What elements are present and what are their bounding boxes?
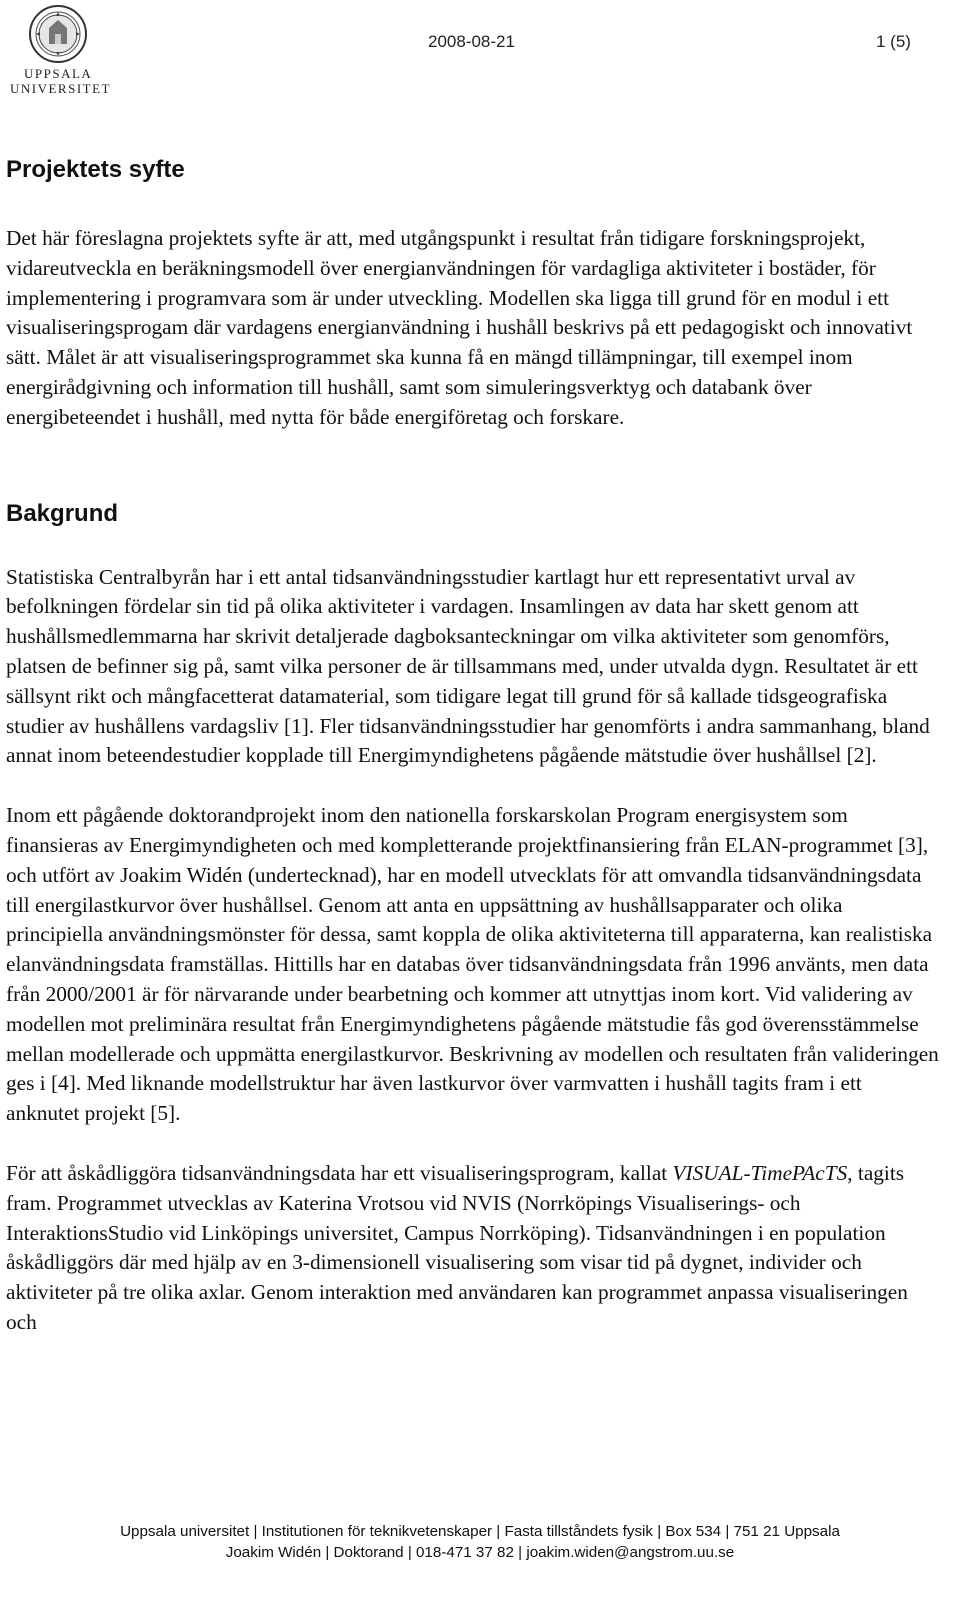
paragraph-3-end: , tagits fram. Programmet utvecklas av Katerina Vrotsou vid NVIS (Norrköpings Visualiserings- och InteraktionsStudio vid Linköpings universitet, Campus Norrköping). Tidsanvändningen i en population åskådliggörs där med hjälp av en 3-dimensionell visualisering som visar tid på dygnet, individer och aktiviteter på tre olika axlar. Genom interaktion med användaren kan programmet anpassa visualiseringen och: [6, 1160, 908, 1334]
page-footer: [0, 1521, 960, 1563]
program-name: VISUAL-TimePAcTS: [672, 1160, 848, 1185]
logo-line-1: UPPSALA: [24, 66, 93, 81]
section-heading-bakgrund: Bakgrund: [6, 499, 119, 527]
paragraph-syfte: Det här föreslagna projektets syfte är att, med utgångspunkt i resultat från tidigare forskningsprojekt, vidareutveckla en beräkningsmodell över energianvändningen för vardagliga aktiviteter i bostäder, för implementering i programvara som är under utveckling. Modellen ska ligga till grund för en modul i ett visualiseringsprogam där vardagens energianvändning i hushåll beskrivs på ett pedagogiskt och innovativt sätt. Målet är att visualiseringsprogrammet ska kunna få en mängd tillämpningar, till exempel inom energirådgivning och information till hushåll, samt som simuleringsverktyg och databank över energibeteendet i hushåll, med nytta för både energiföretag och forskare.: [6, 226, 913, 429]
paragraph-bakgrund-2: Inom ett pågående doktorandprojekt inom den nationella forskarskolan Program energisystem som finansieras av Energimyndigheten och med kompletterande projektfinansiering från ELAN-programmet [3], och utfört av Joakim Widén (undertecknad), har en modell utvecklats för att omvandla tidsanvändningsdata till energilastkurvor över hushållsel. Genom att anta en uppsättning av hushållsapparater och olika principiella användningsmönster för dessa, samt koppla de olika aktiviteterna till apparaterna, kan realistiska elanvändningsdata framställas. Hittills har en databas över tidsanvändningsdata från 1996 använts, men data från 2000/2001 är för närvarande under bearbetning och kommer att utnyttjas inom kort. Vid validering av modellen mot preliminära resultat från Energimyndighetens pågående mätstudie fås god överensstämmelse mellan modellerade och uppmätta energilastkurvor. Beskrivning av modellen och resultaten från valideringen ges i [4]. Med liknande modellstruktur har även lastkurvor över varmvatten i hushåll tagits fram i ett anknutet projekt [5].: [6, 803, 939, 1126]
paragraph-3-start: För att åskådliggöra tidsanvändningsdata har ett visualiseringsprogram, kallat: [6, 1160, 673, 1185]
header-page-number: 1 (5): [876, 32, 911, 51]
document-body: [6, 156, 940, 1338]
university-logo: [8, 4, 111, 96]
header-date: 2008-08-21: [428, 32, 515, 51]
footer-line-1: Uppsala universitet | Institutionen för teknikvetenskaper | Fasta tillståndets fysik | Box 534 | 751 21 Uppsala: [120, 1523, 840, 1540]
section-heading-syfte: Projektets syfte: [6, 156, 185, 183]
paragraph-bakgrund-3: [6, 1159, 940, 1338]
logo-line-2: UNIVERSITET: [10, 81, 111, 96]
university-seal-icon: [28, 4, 88, 64]
paragraph-bakgrund-1: Statistiska Centralbyrån har i ett antal tidsanvändningsstudier kartlagt hur ett representativt urval av befolkningen fördelar sin tid på olika aktiviteter i vardagen. Insamlingen av data har skett genom att hushållsmedlemmarna har skrivit detaljerade dagboksanteckningar om vilka aktiviteter som genomförs, platsen de befinner sig på, samt vilka personer de är tillsammans med, under utvalda dygn. Resultatet är ett sällsynt rikt och mångfacetterat datamaterial, som tidigare legat till grund för så kallade tidsgeografiska studier av hushållens vardagsliv [1]. Fler tidsanvändningsstudier har genomförts i andra sammanhang, bland annat inom beteendestudier kopplade till Energimyndighetens pågående mätstudie över hushållsel [2].: [6, 564, 930, 768]
footer-line-2: Joakim Widén | Doktorand | 018-471 37 82 | joakim.widen@angstrom.uu.se: [225, 1544, 735, 1561]
